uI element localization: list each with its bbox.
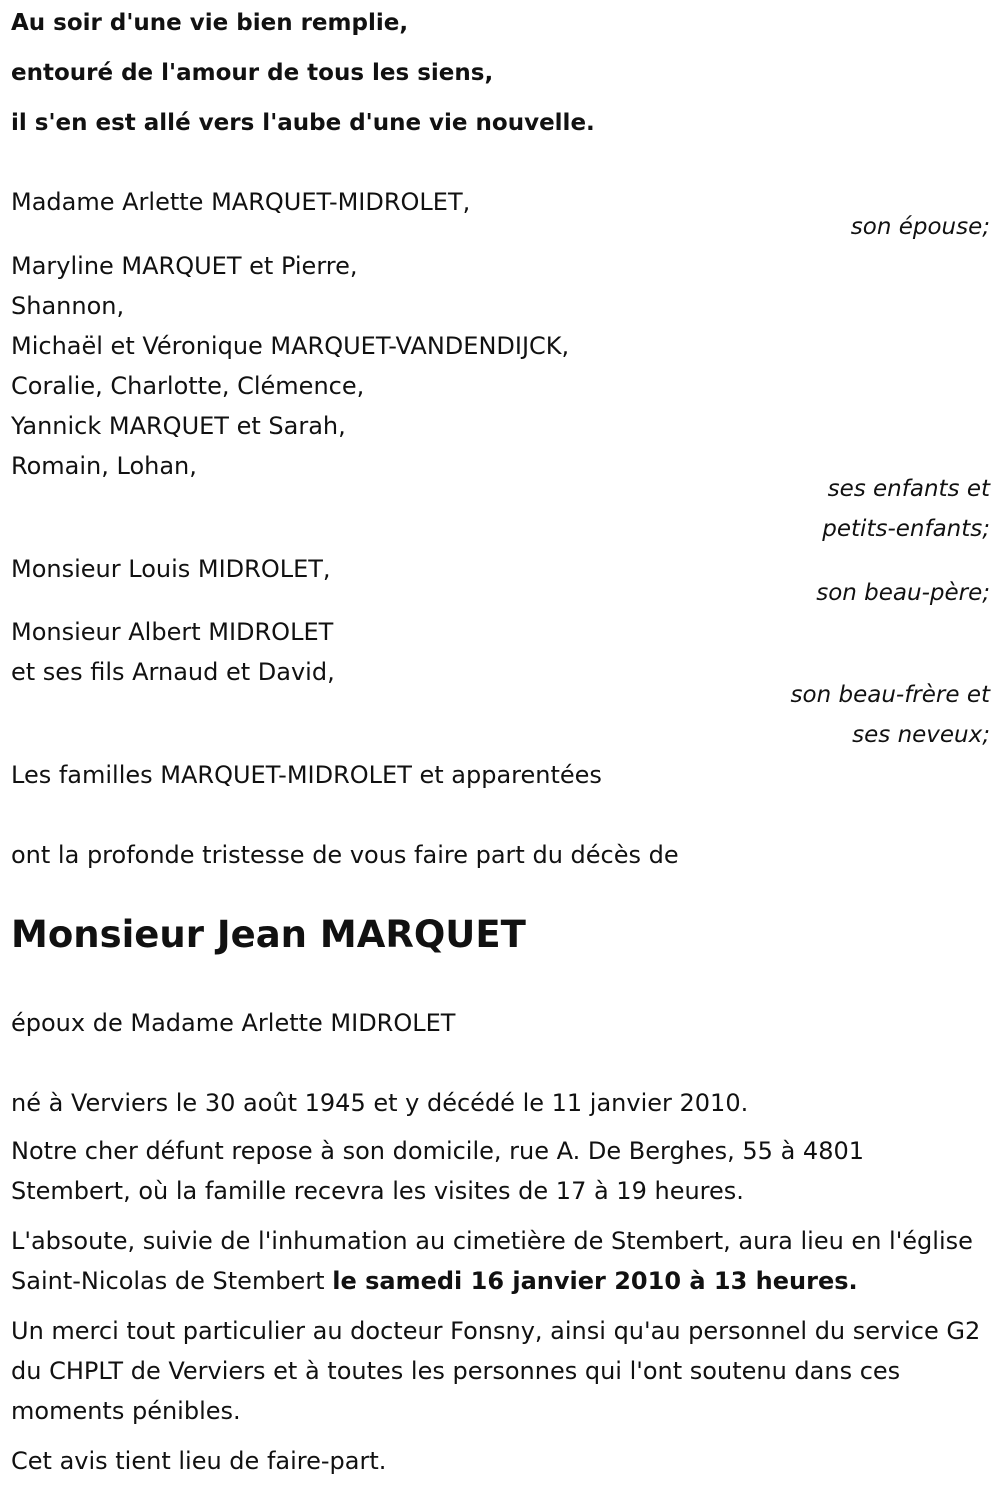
family-brother-in-law-role: son beau-frère et — [790, 682, 990, 708]
family-spouse-name: Madame Arlette MARQUET-MIDROLET, — [11, 188, 471, 216]
visitation-paragraph: Notre cher défunt repose à son domicile, rue A. De Berghes, 55 à 4801 Stembert, où la famille recevra les visites de 17 à 19 heures. — [11, 1137, 864, 1205]
intro-line: il s'en est allé vers l'aube d'une vie nouvelle. — [11, 110, 595, 136]
intro-line: entouré de l'amour de tous les siens, — [11, 60, 494, 86]
ceremony-text: L'absoute, suivie de l'inhumation au cimetière de Stembert, aura lieu en l'église Saint-Nicolas de Stembert — [11, 1227, 973, 1295]
family-father-in-law-name: Monsieur Louis MIDROLET, — [11, 555, 331, 583]
ceremony-date: le samedi 16 janvier 2010 à 13 heures. — [332, 1267, 858, 1295]
closing-line: Cet avis tient lieu de faire-part. — [11, 1447, 387, 1475]
family-children-role: petits-enfants; — [822, 516, 990, 542]
family-children-role: ses enfants et — [827, 476, 990, 502]
family-spouse-role: son épouse; — [850, 214, 990, 240]
deceased-name: Monsieur Jean MARQUET — [11, 913, 526, 956]
announcement-line: ont la profonde tristesse de vous faire part du décès de — [11, 841, 679, 869]
family-children-name: Maryline MARQUET et Pierre, — [11, 252, 358, 280]
family-children-name: Shannon, — [11, 292, 125, 320]
family-children-name: Yannick MARQUET et Sarah, — [11, 412, 346, 440]
family-brother-in-law-role: ses neveux; — [852, 722, 990, 748]
birth-death-line: né à Verviers le 30 août 1945 et y décédé le 11 janvier 2010. — [11, 1089, 749, 1117]
intro-line: Au soir d'une vie bien remplie, — [11, 10, 409, 36]
family-brother-in-law-name: Monsieur Albert MIDROLET — [11, 618, 334, 646]
family-relatives-line: Les familles MARQUET-MIDROLET et apparentées — [11, 761, 602, 789]
family-children-name: Coralie, Charlotte, Clémence, — [11, 372, 365, 400]
family-father-in-law-role: son beau-père; — [816, 580, 990, 606]
family-children-name: Romain, Lohan, — [11, 452, 197, 480]
family-brother-in-law-name: et ses fils Arnaud et David, — [11, 658, 335, 686]
ceremony-paragraph — [11, 1221, 986, 1301]
family-children-name: Michaël et Véronique MARQUET-VANDENDIJCK, — [11, 332, 570, 360]
thanks-paragraph: Un merci tout particulier au docteur Fonsny, ainsi qu'au personnel du service G2 du CHPLT de Verviers et à toutes les personnes qui l'ont soutenu dans ces moments pénibles. — [11, 1317, 981, 1425]
spouse-line: époux de Madame Arlette MIDROLET — [11, 1009, 456, 1037]
